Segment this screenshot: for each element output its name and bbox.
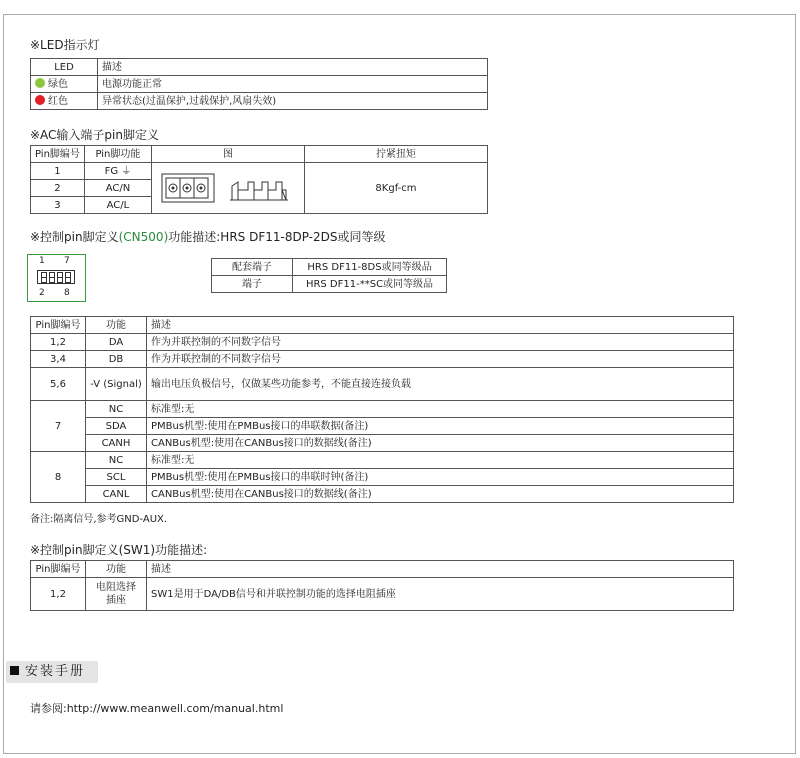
table-row [31,368,734,401]
sw1-header-pin: Pin脚编号 [31,561,86,578]
install-manual-link[interactable]: 请参阅:http://www.meanwell.com/manual.html [30,702,284,715]
table-row [31,163,488,180]
table-row [31,486,734,503]
cn500-desc: 作为并联控制的不同数字信号 [147,334,734,351]
cn500-connector-diagram [27,254,86,302]
table-row [31,93,488,110]
cn500-desc: 标准型:无 [147,401,734,418]
cn500-func: -V (Signal) [86,368,147,401]
sw1-section-title: ※控制pin脚定义(SW1)功能描述: [30,543,208,557]
sw1-pin: 1,2 [31,578,86,611]
cn500-pin: 3,4 [31,351,86,368]
cn500-func: DB [86,351,147,368]
cn500-title-prefix: ※控制pin脚定义 [30,230,119,244]
square-bullet-icon [10,666,19,675]
cn500-pin: 5,6 [31,368,86,401]
red-led-icon [35,95,45,105]
cn500-pin: 7 [31,401,86,452]
mating-value: HRS DF11-**SC或同等级品 [293,276,447,293]
table-row [31,578,734,611]
table-row [31,334,734,351]
table-row [31,452,734,469]
sw1-func-line2: 插座 [106,595,126,606]
mating-label: 配套端子 [212,259,293,276]
table-row [31,351,734,368]
ac-header-torque: 拧紧扭矩 [304,146,487,163]
led-desc: 电源功能正常 [98,76,488,93]
cn500-title-code: (CN500) [118,230,169,244]
pin-label-1: 1 [39,256,45,266]
sw1-header-func: 功能 [86,561,147,578]
led-section-title: ※LED指示灯 [30,38,100,52]
cn500-header-func: 功能 [86,317,147,334]
led-desc: 异常状态(过温保护,过载保护,风扇失效) [98,93,488,110]
led-header-led: LED [31,59,98,76]
connector-pins-icon [37,270,75,284]
ac-section-title: ※AC输入端子pin脚定义 [30,128,159,142]
cn500-pin: 1,2 [31,334,86,351]
install-section-header [6,661,98,683]
ac-pin: 2 [31,180,85,197]
ac-header-pin: Pin脚编号 [31,146,85,163]
terminal-figure [151,163,304,214]
cn500-desc: CANBus机型:使用在CANBus接口的数据线(备注) [147,435,734,452]
pin-label-8: 8 [64,288,70,298]
table-row [31,76,488,93]
led-table [30,58,488,110]
cn500-header-pin: Pin脚编号 [31,317,86,334]
led-header-desc: 描述 [98,59,488,76]
cn500-func: CANH [86,435,147,452]
cn500-title-suffix: 功能描述:HRS DF11-8DP-2DS或同等级 [168,230,386,244]
ac-header-func: Pin脚功能 [84,146,151,163]
ac-func: AC/N [84,180,151,197]
terminal-block-icon [156,168,296,208]
cn500-func: DA [86,334,147,351]
sw1-func-line1: 电阻选择 [96,582,136,593]
cn500-pin-table [30,316,734,503]
ac-pin: 1 [31,163,85,180]
cn500-desc: 作为并联控制的不同数字信号 [147,351,734,368]
ac-func: AC/L [84,197,151,214]
cn500-func: SDA [86,418,147,435]
led-label: 红色 [48,95,68,107]
install-title: 安装手册 [25,664,86,679]
table-row [212,259,447,276]
led-label: 绿色 [48,78,68,90]
cn500-func: NC [86,401,147,418]
ac-pin: 3 [31,197,85,214]
pin-label-7: 7 [64,256,70,266]
ac-func: FG ⏚ [84,163,151,180]
cn500-func: SCL [86,469,147,486]
cn500-mating-table [211,258,447,293]
cn500-func: NC [86,452,147,469]
green-led-icon [35,78,45,88]
ac-torque-value: 8Kgf-cm [304,163,487,214]
table-row [31,469,734,486]
cn500-header-desc: 描述 [147,317,734,334]
pin-label-2: 2 [39,288,45,298]
sw1-header-desc: 描述 [147,561,734,578]
table-row [31,418,734,435]
cn500-note: 备注:隔离信号,参考GND-AUX. [30,514,168,525]
cn500-desc: 输出电压负极信号，仅做某些功能参考，不能直接连接负载 [147,368,734,401]
table-row [31,435,734,452]
sw1-table [30,560,734,611]
sw1-func [86,578,147,611]
cn500-desc: CANBus机型:使用在CANBus接口的数据线(备注) [147,486,734,503]
mating-value: HRS DF11-8DS或同等级品 [293,259,447,276]
cn500-desc: PMBus机型:使用在PMBus接口的串联数据(备注) [147,418,734,435]
cn500-func: CANL [86,486,147,503]
table-row [212,276,447,293]
sw1-desc: SW1是用于DA/DB信号和并联控制功能的选择电阻插座 [147,578,734,611]
cn500-section-title [30,228,386,245]
cn500-desc: 标准型:无 [147,452,734,469]
ac-table [30,145,488,214]
table-row [31,401,734,418]
mating-label: 端子 [212,276,293,293]
ac-header-figure: 图 [151,146,304,163]
cn500-desc: PMBus机型:使用在PMBus接口的串联时钟(备注) [147,469,734,486]
cn500-pin: 8 [31,452,86,503]
